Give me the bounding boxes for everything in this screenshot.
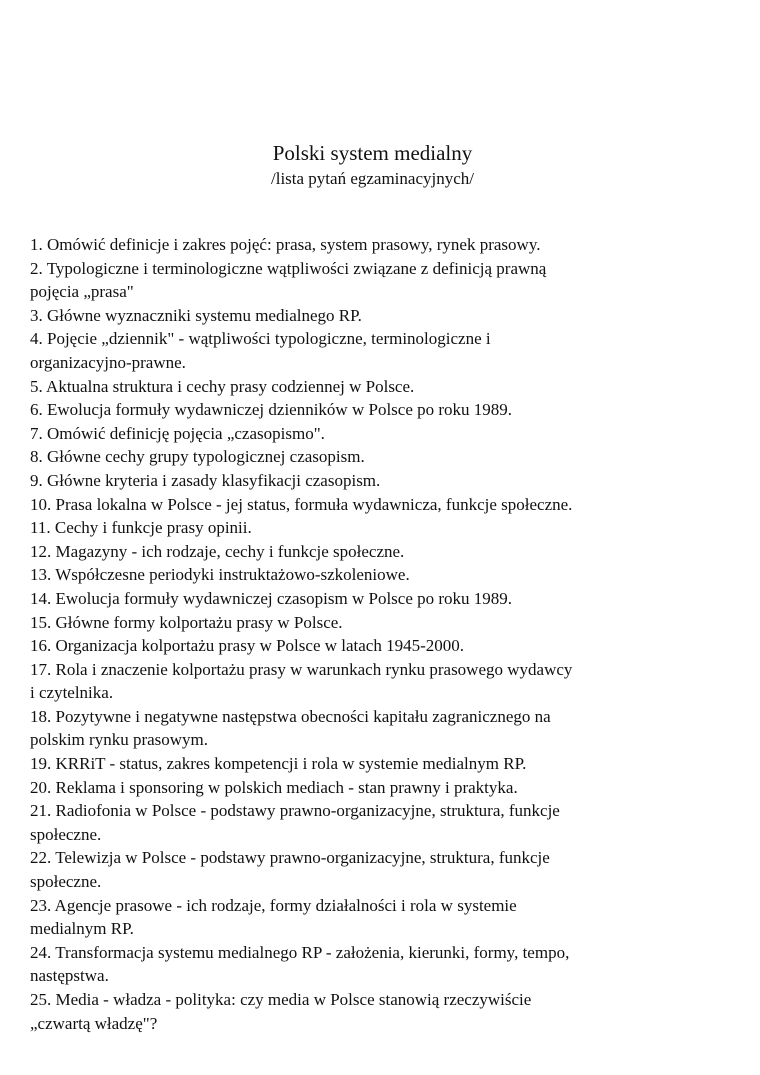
question-text-line: 7. Omówić definicję pojęcia „czasopismo". — [30, 423, 325, 443]
question-text-line: 3. Główne wyznaczniki systemu medialnego RP. — [30, 305, 362, 325]
question-text-line: 8. Główne cechy grupy typologicznej czasopism. — [30, 447, 365, 467]
question-text-line: medialnym RP. — [30, 919, 134, 939]
question-text-line: 24. Transformacja systemu medialnego RP - założenia, kierunki, formy, tempo, — [30, 942, 570, 962]
question-item — [30, 705, 740, 752]
question-text-line: 9. Główne kryteria i zasady klasyfikacji czasopism. — [30, 470, 381, 490]
question-text-line: społeczne. — [30, 824, 102, 844]
question-text-line: 5. Aktualna struktura i cechy prasy codziennej w Polsce. — [30, 376, 415, 396]
question-item — [30, 493, 740, 517]
question-text-line: 16. Organizacja kolportażu prasy w Polsce w latach 1945-2000. — [30, 636, 465, 656]
question-item — [30, 587, 740, 611]
question-text-line: społeczne. — [30, 872, 102, 892]
question-item — [30, 304, 740, 328]
question-list — [30, 233, 740, 1035]
question-item — [30, 634, 740, 658]
question-item — [30, 445, 740, 469]
question-text-line: 6. Ewolucja formuły wydawniczej dzienników w Polsce po roku 1989. — [30, 400, 513, 420]
question-item — [30, 327, 740, 374]
question-text-line: pojęcia „prasa" — [30, 282, 134, 302]
question-item — [30, 988, 740, 1035]
question-text-line: 2. Typologiczne i terminologiczne wątpliwości związane z definicją prawną — [30, 258, 547, 278]
question-item — [30, 540, 740, 564]
document-subtitle: /lista pytań egzaminacyjnych/ — [271, 169, 474, 188]
question-text-line: 1. Omówić definicje i zakres pojęć: prasa, system prasowy, rynek prasowy. — [30, 235, 541, 254]
question-item — [30, 375, 740, 399]
question-item — [30, 257, 740, 304]
question-item — [30, 658, 740, 705]
question-item — [30, 563, 740, 587]
question-item — [30, 752, 740, 776]
question-text-line: 21. Radiofonia w Polsce - podstawy prawno-organizacyjne, struktura, funkcje — [30, 801, 560, 821]
question-item — [30, 941, 740, 988]
question-text-line: 11. Cechy i funkcje prasy opinii. — [30, 518, 252, 538]
question-item — [30, 894, 740, 941]
question-item — [30, 846, 740, 893]
question-text-line: 14. Ewolucja formuły wydawniczej czasopism w Polsce po roku 1989. — [30, 588, 513, 608]
question-item — [30, 776, 740, 800]
question-item — [30, 398, 740, 422]
question-item — [30, 469, 740, 493]
question-text-line: 18. Pozytywne i negatywne następstwa obecności kapitału zagranicznego na — [30, 706, 551, 726]
question-text-line: następstwa. — [30, 966, 109, 986]
question-text-line: 25. Media - władza - polityka: czy media w Polsce stanowią rzeczywiście — [30, 990, 532, 1009]
question-text-line: i czytelnika. — [30, 683, 114, 703]
question-item — [30, 233, 740, 257]
question-item — [30, 611, 740, 635]
question-text-line: 15. Główne formy kolportażu prasy w Polsce. — [30, 612, 343, 632]
question-text-line: 12. Magazyny - ich rodzaje, cechy i funkcje społeczne. — [30, 541, 405, 561]
question-text-line: 23. Agencje prasowe - ich rodzaje, formy działalności i rola w systemie — [30, 895, 517, 915]
question-text-line: polskim rynku prasowym. — [30, 730, 209, 750]
document-title: Polski system medialny — [272, 141, 473, 165]
question-text-line: 4. Pojęcie „dziennik" - wątpliwości typologiczne, terminologiczne i — [30, 329, 491, 349]
question-text-line: organizacyjno-prawne. — [30, 352, 186, 372]
question-text-line: 13. Współczesne periodyki instruktażowo-szkoleniowe. — [30, 565, 410, 585]
question-text-line: 19. KRRiT - status, zakres kompetencji i rola w systemie medialnym RP. — [30, 754, 527, 774]
question-item — [30, 516, 740, 540]
question-text-line: 20. Reklama i sponsoring w polskich mediach - stan prawny i praktyka. — [30, 777, 518, 797]
question-item — [30, 799, 740, 846]
question-item — [30, 422, 740, 446]
question-text-line: 17. Rola i znaczenie kolportażu prasy w warunkach rynku prasowego wydawcy — [30, 659, 573, 679]
question-text-line: „czwartą władzę"? — [30, 1013, 158, 1033]
question-text-line: 10. Prasa lokalna w Polsce - jej status, formuła wydawnicza, funkcje społeczne. — [30, 494, 573, 514]
question-text-line: 22. Telewizja w Polsce - podstawy prawno-organizacyjne, struktura, funkcje — [30, 848, 550, 868]
